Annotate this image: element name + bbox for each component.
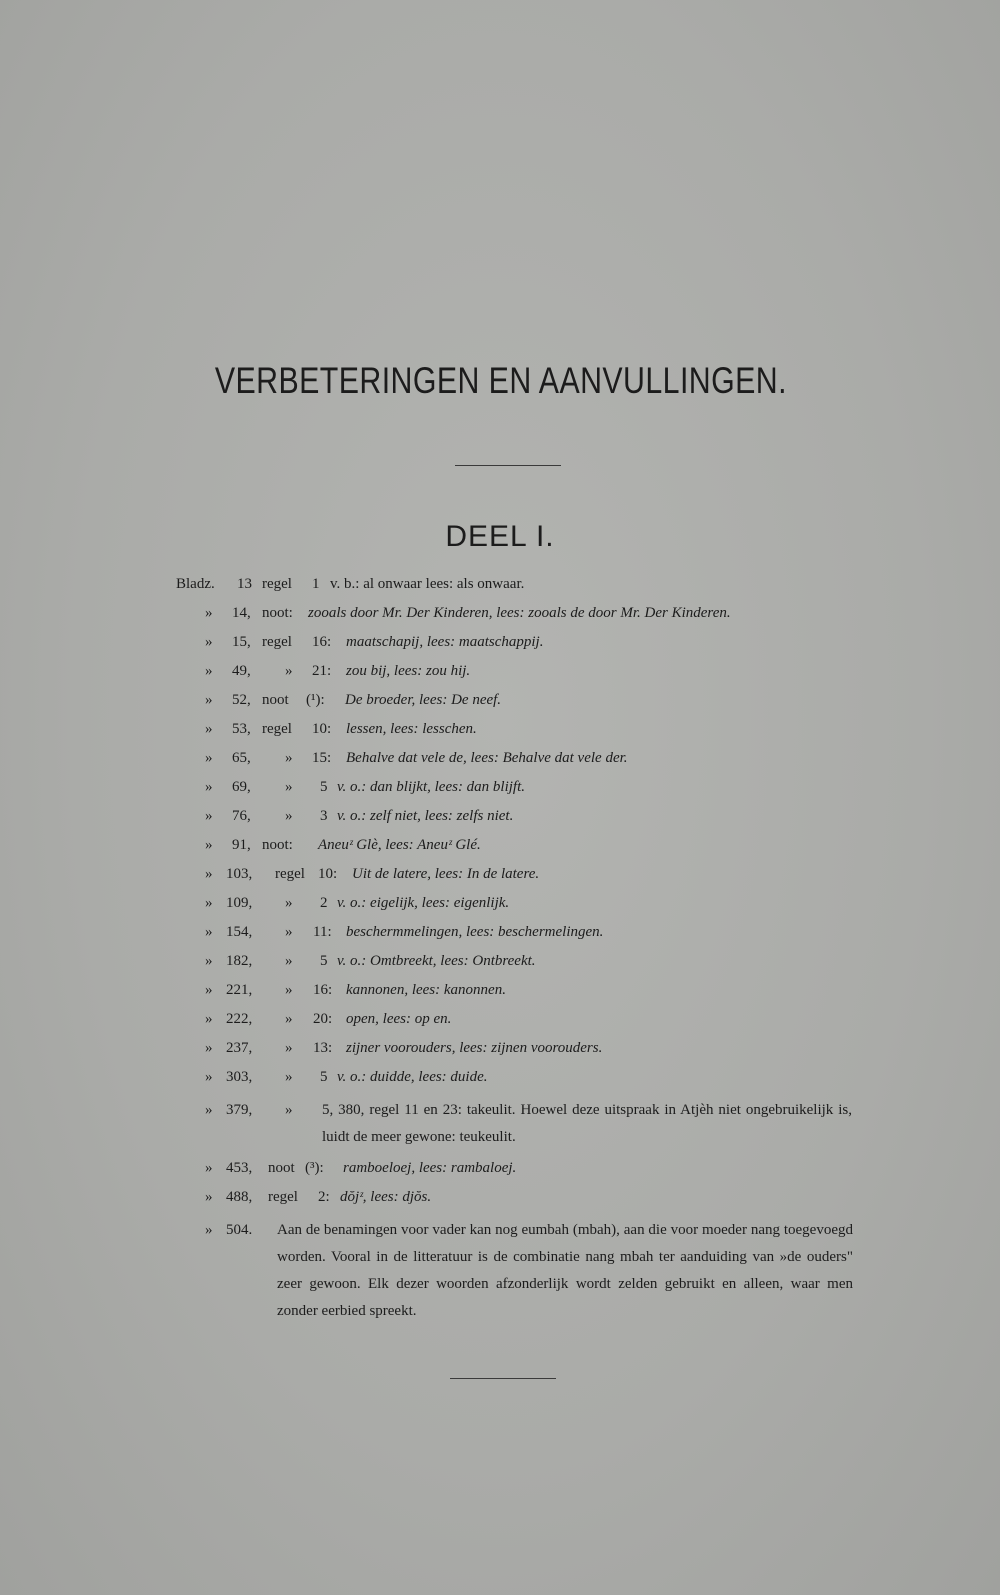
location-type: » [285,1102,293,1118]
correction-row [0,1039,1000,1068]
ditto-mark: » [205,953,213,969]
location-number: 3 [320,808,328,824]
correction-text: 5, 380, regel 11 en 23: takeulit. Hoewel deze uitspraak in Atjèh niet ongebruikelijk is, luidt de meer gewone: teukeulit. [322,1102,852,1145]
page-number: 53, [232,721,251,737]
location-number: 10: [312,721,332,737]
ditto-mark: » [205,1222,213,1238]
correction-row [0,1068,1000,1097]
ditto-mark: » [205,750,213,766]
correction-text: v. b.: al onwaar lees: als onwaar. [330,576,525,592]
page-number: 14, [232,605,251,621]
correction-text: ramboeloej, lees: rambaloej. [343,1160,517,1176]
location-number: (¹): [306,692,325,708]
ditto-mark: » [205,692,213,708]
location-type: » [285,982,293,998]
correction-row-379 [0,1097,1000,1159]
corrections-list [0,575,1000,1357]
location-number: 21: [312,663,332,679]
location-number: 5 [320,1069,328,1085]
correction-text: De broeder, lees: De neef. [345,692,502,708]
location-type: noot: [262,837,293,853]
page-number: 303, [226,1069,253,1085]
correction-row [0,720,1000,749]
location-number: 5 [320,953,328,969]
correction-row [0,836,1000,865]
location-number: 13: [313,1040,333,1056]
location-type: noot [262,692,289,708]
page-number: 69, [232,779,251,795]
page-number: 103, [226,866,253,882]
ditto-mark: » [205,1102,213,1118]
bladz-label: Bladz. [176,576,215,592]
correction-row-504 [0,1217,1000,1357]
page-number: 488, [226,1189,253,1205]
correction-text: v. o.: Omtbreekt, lees: Ontbreekt. [337,953,536,969]
location-number: 5 [320,779,328,795]
ditto-mark: » [205,634,213,650]
location-type: » [285,1040,293,1056]
page-number: 379, [226,1102,253,1118]
page-number: 76, [232,808,251,824]
correction-row [0,1188,1000,1217]
ditto-mark: » [205,1069,213,1085]
correction-row [0,865,1000,894]
correction-row [0,807,1000,836]
location-number: 16: [312,634,332,650]
correction-text: Aneuᶻ Glè, lees: Aneuᶻ Glé. [318,837,481,853]
page-number: 13 [237,576,252,592]
location-type: » [285,924,293,940]
ditto-mark: » [205,808,213,824]
location-type: regel [268,1189,298,1205]
correction-text: open, lees: op en. [346,1011,452,1027]
location-type: » [285,663,293,679]
correction-text: Uit de latere, lees: In de latere. [352,866,540,882]
section-heading: DEEL I. [445,520,555,553]
page-number: 91, [232,837,251,853]
correction-text: lessen, lees: lesschen. [346,721,477,737]
correction-text: kannonen, lees: kanonnen. [346,982,506,998]
correction-row [0,1159,1000,1188]
correction-row [0,1010,1000,1039]
correction-row [0,604,1000,633]
location-type: » [285,895,293,911]
correction-text: Aan de benamingen voor vader kan nog eumbah (mbah), aan die voor moeder nang toegevoegd worden. Vooral in de litteratuur is de combinatie nang mbah ter aanduiding van »de ouders" zeer gewoon. Elk dezer woorden afzonderlijk wordt zelden gebruikt en alleen, waar men zonder eerbied spreekt. [277,1222,853,1319]
correction-text: v. o.: dan blijkt, lees: dan blijft. [337,779,526,795]
correction-row [0,662,1000,691]
correction-row [0,923,1000,952]
location-type: noot: [262,605,293,621]
ditto-mark: » [205,663,213,679]
location-number: 2 [320,895,328,911]
location-type: » [285,1069,293,1085]
ditto-mark: » [205,1011,213,1027]
location-number: 10: [318,866,338,882]
location-type: » [285,808,293,824]
ditto-mark: » [205,924,213,940]
page-number: 504. [226,1222,253,1238]
correction-row [0,894,1000,923]
correction-row [0,749,1000,778]
correction-text: zijner voorouders, lees: zijnen voorouders. [346,1040,603,1056]
location-type: regel [262,576,292,592]
location-number: 16: [313,982,333,998]
location-type: » [285,750,293,766]
ditto-mark: » [205,895,213,911]
page-number: 109, [226,895,253,911]
ditto-mark: » [205,837,213,853]
correction-text: v. o.: duidde, lees: duide. [337,1069,488,1085]
ditto-mark: » [205,1040,213,1056]
page-number: 221, [226,982,253,998]
ditto-mark: » [205,1189,213,1205]
location-number: 1 [312,576,320,592]
page-number: 154, [226,924,253,940]
location-type: regel [262,721,292,737]
closing-divider [450,1378,556,1379]
page-number: 65, [232,750,251,766]
location-type: » [285,1011,293,1027]
location-number: 15: [312,750,332,766]
page-title: VERBETERINGEN EN AANVULLINGEN. [214,360,787,401]
correction-row [0,778,1000,807]
location-type: regel [262,634,292,650]
page-number: 182, [226,953,253,969]
page-number: 222, [226,1011,253,1027]
correction-row [0,575,1000,604]
ditto-mark: » [205,982,213,998]
correction-row [0,633,1000,662]
correction-text: zou bij, lees: zou hij. [346,663,471,679]
location-type: noot [268,1160,295,1176]
ditto-mark: » [205,605,213,621]
page-number: 15, [232,634,251,650]
page-number: 52, [232,692,251,708]
location-number: 2: [318,1189,330,1205]
correction-text: v. o.: eigelijk, lees: eigenlijk. [337,895,510,911]
location-number: (³): [305,1160,324,1176]
location-type: regel [275,866,305,882]
page-number: 453, [226,1160,253,1176]
location-type: » [285,779,293,795]
ditto-mark: » [205,1160,213,1176]
correction-row [0,691,1000,720]
ditto-mark: » [205,721,213,737]
location-number: 11: [313,924,332,940]
page-number: 237, [226,1040,253,1056]
ditto-mark: » [205,779,213,795]
correction-row [0,981,1000,1010]
location-number: 20: [313,1011,333,1027]
correction-text: v. o.: zelf niet, lees: zelfs niet. [337,808,514,824]
correction-row [0,952,1000,981]
correction-text: zooals door Mr. Der Kinderen, lees: zooals de door Mr. Der Kinderen. [308,605,731,621]
correction-text: beschermmelingen, lees: beschermelingen. [346,924,604,940]
ditto-mark: » [205,866,213,882]
correction-text: maatschapij, lees: maatschappij. [346,634,544,650]
page-number: 49, [232,663,251,679]
title-divider [455,465,561,466]
correction-text: Behalve dat vele de, lees: Behalve dat vele der. [346,750,628,766]
location-type: » [285,953,293,969]
correction-text: dŏjᶻ, lees: djŏs. [340,1189,432,1205]
